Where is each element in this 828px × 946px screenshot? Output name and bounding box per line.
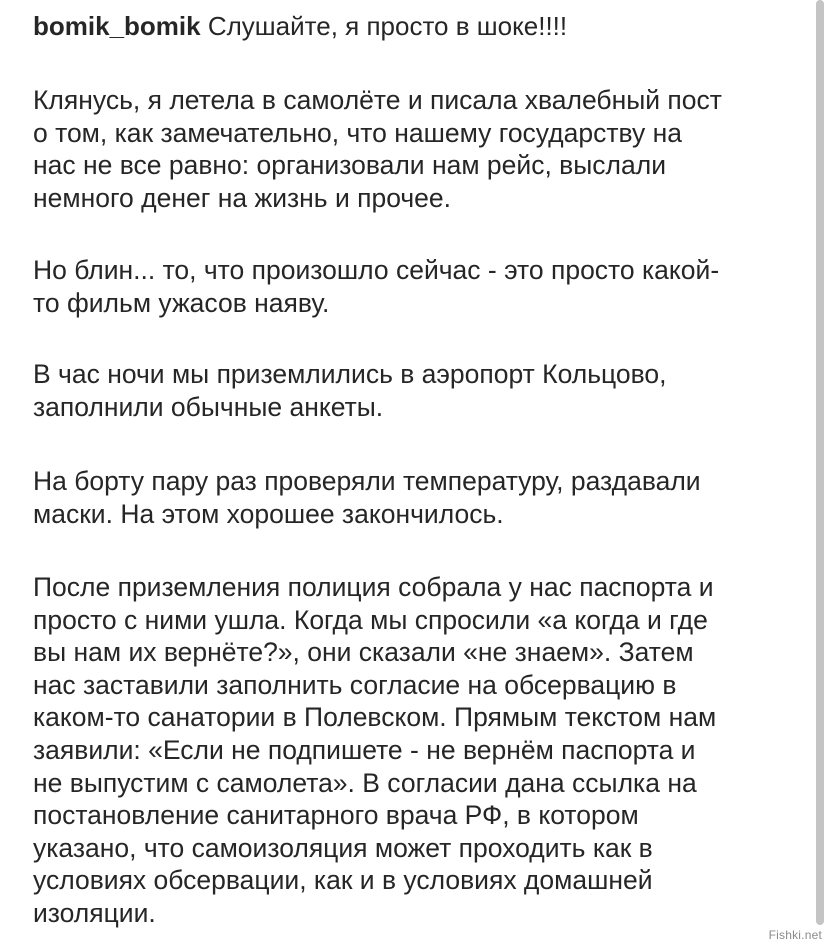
caption-opening-text: Слушайте, я просто в шоке!!!! (207, 11, 568, 41)
watermark-text: Fishki.net (768, 928, 822, 942)
caption-paragraph: Клянусь, я летела в самолёте и писала хвалебный пост о том, как замечательно, что нашему государству на нас не все равно: организовали нам рейс, выслали немного денег на жизнь и прочее. (33, 85, 722, 213)
caption-first-line (33, 10, 803, 42)
caption-paragraph: После приземления полиция собрала у нас паспорта и просто с ними ушла. Когда мы спросили «а когда и где вы нам их вернёте?», они сказали «не знаем». Затем нас заставили заполнить согласие на обсервацию в каком-то санатории в Полевском. Прямым текстом нам заявили: «Если не подпишете - не вернём паспорта и не выпустим с самолета». В согласии дана ссылка на постановление санитарного врача РФ, в котором указано, что самоизоляция может проходить как в условиях обсервации, как и в условиях домашней изоляции. (33, 572, 717, 928)
caption-paragraph: В час ночи мы приземлились в аэропорт Кольцово, заполнили обычные анкеты. (33, 359, 667, 422)
username-link[interactable]: bomik_bomik (33, 11, 201, 41)
caption-paragraph: На борту пару раз проверяли температуру, раздавали маски. На этом хорошее закончилось. (33, 466, 701, 529)
caption-paragraph: Но блин... то, что произошло сейчас - это просто какой- то фильм ужасов наяву. (33, 255, 720, 318)
scrollbar[interactable] (816, 0, 824, 925)
post-caption (33, 0, 803, 928)
